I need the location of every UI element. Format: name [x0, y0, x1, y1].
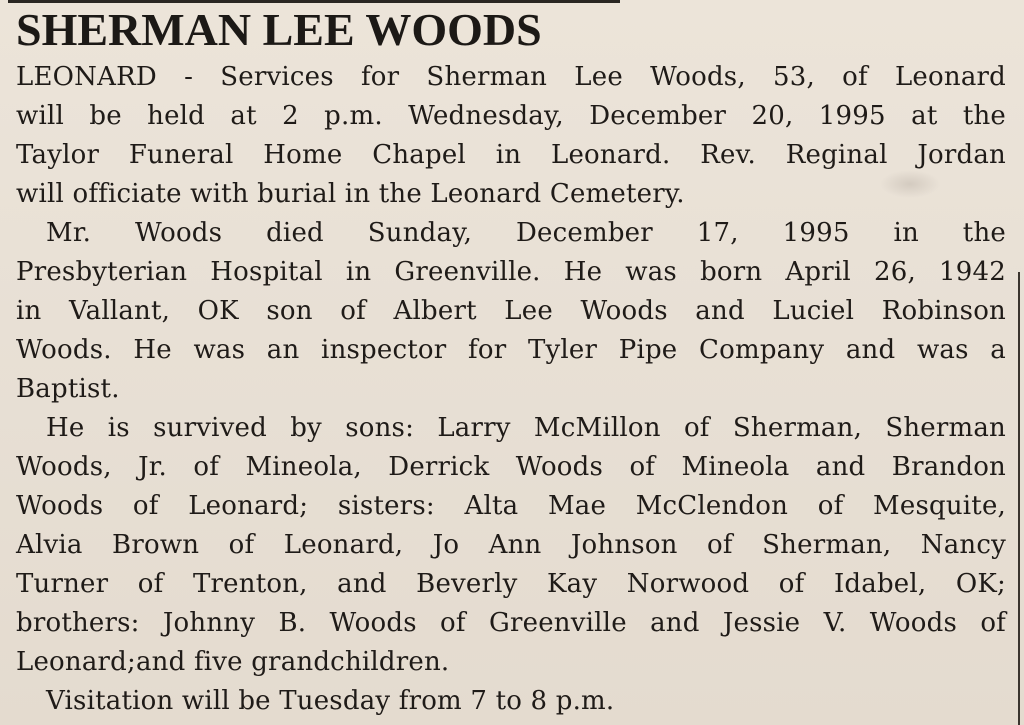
column-rule — [1018, 272, 1020, 725]
obituary-body — [16, 58, 1006, 721]
survivors-line-2: Woods, Jr. of Mineola, Derrick Woods of Mineola and Brandon — [16, 452, 1006, 482]
survivors-line-5: Turner of Trenton, and Beverly Kay Norwood of Idabel, OK; — [16, 569, 1006, 599]
obituary-headline: SHERMAN LEE WOODS — [16, 4, 542, 55]
services-line-1: LEONARD - Services for Sherman Lee Woods, 53, of Leonard — [16, 62, 1006, 92]
services-line-3: Taylor Funeral Home Chapel in Leonard. Rev. Reginal Jordan — [16, 140, 1006, 170]
survivors-line-7: Leonard;and five grandchildren. — [16, 647, 450, 677]
survivors-line-6: brothers: Johnny B. Woods of Greenville and Jessie V. Woods of — [16, 608, 1006, 638]
services-line-2: will be held at 2 p.m. Wednesday, December 20, 1995 at the — [16, 101, 1006, 131]
biography-line-1: Mr. Woods died Sunday, December 17, 1995 in the — [46, 218, 1006, 248]
visitation-line: Visitation will be Tuesday from 7 to 8 p.m. — [46, 686, 615, 716]
survivors-line-4: Alvia Brown of Leonard, Jo Ann Johnson of Sherman, Nancy — [16, 530, 1006, 560]
biography-line-2: Presbyterian Hospital in Greenville. He was born April 26, 1942 — [16, 257, 1006, 287]
services-line-4: will officiate with burial in the Leonard Cemetery. — [16, 179, 685, 209]
survivors-line-1: He is survived by sons: Larry McMillon of Sherman, Sherman — [46, 413, 1006, 443]
biography-line-4: Woods. He was an inspector for Tyler Pipe Company and was a — [16, 335, 1006, 365]
biography-line-5: Baptist. — [16, 374, 120, 404]
survivors-line-3: Woods of Leonard; sisters: Alta Mae McClendon of Mesquite, — [16, 491, 1006, 521]
biography-line-3: in Vallant, OK son of Albert Lee Woods and Luciel Robinson — [16, 296, 1006, 326]
top-rule — [8, 0, 620, 3]
